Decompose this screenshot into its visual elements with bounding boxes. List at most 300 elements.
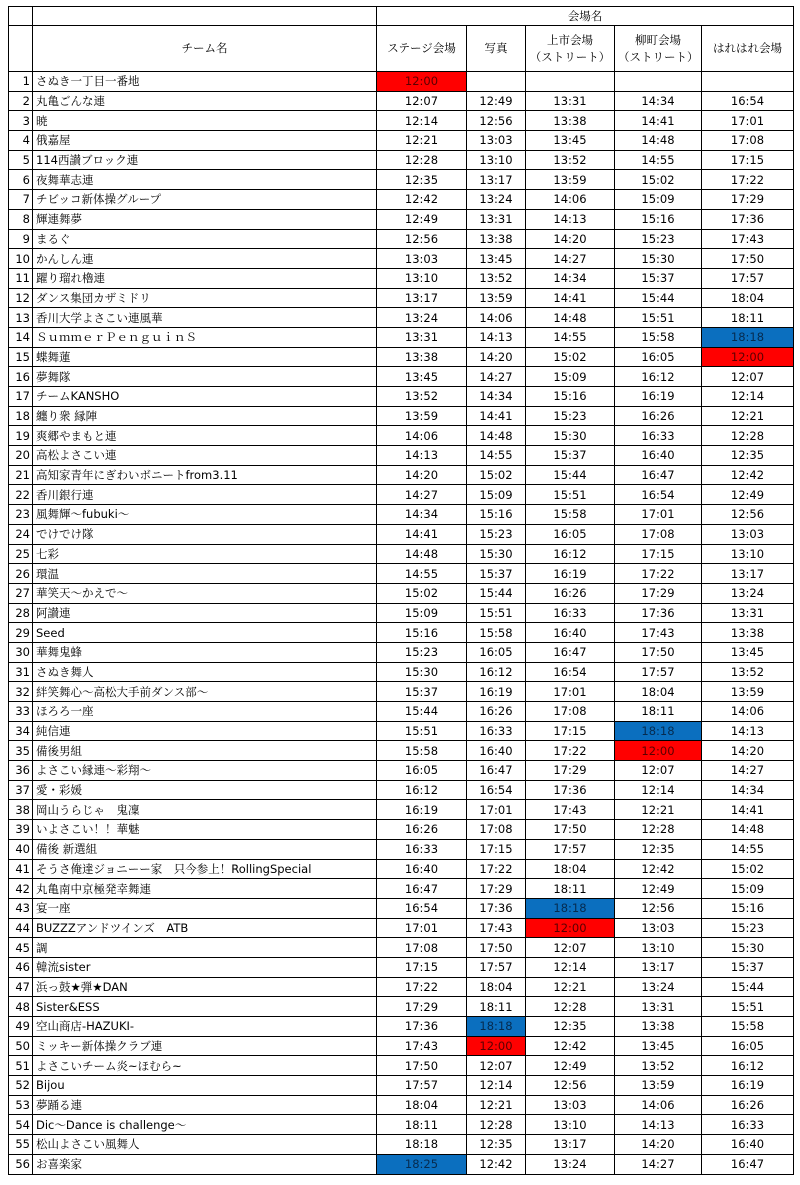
table-row: [9, 603, 794, 623]
time-cell-stage: 13:59: [377, 406, 467, 426]
row-number: 45: [9, 938, 33, 958]
time-cell-stage: 18:18: [377, 1135, 467, 1155]
time-cell-stage: 15:51: [377, 721, 467, 741]
time-cell-photo: 14:48: [467, 426, 526, 446]
row-number: 16: [9, 367, 33, 387]
time-cell-harehare: 13:10: [702, 544, 794, 564]
venue-header-line1: 柳町会場: [635, 32, 681, 47]
time-cell-yanagimachi: 17:15: [615, 544, 702, 564]
time-cell-stage: 17:57: [377, 1076, 467, 1096]
team-name-cell: 愛・彩媛: [33, 780, 377, 800]
team-name-cell: 高知家青年にぎわいボニートfrom3.11: [33, 465, 377, 485]
time-cell-harehare: 13:24: [702, 583, 794, 603]
time-cell-yanagimachi: 15:23: [615, 229, 702, 249]
time-cell-stage: 13:38: [377, 347, 467, 367]
time-cell-kamiichi: 17:43: [526, 800, 615, 820]
time-cell-stage: 15:02: [377, 583, 467, 603]
time-cell-kamiichi: 13:31: [526, 91, 615, 111]
time-cell-kamiichi: 16:54: [526, 662, 615, 682]
time-cell-stage: 15:37: [377, 682, 467, 702]
team-name-cell: 環温: [33, 564, 377, 584]
time-cell-harehare: 12:28: [702, 426, 794, 446]
time-cell-kamiichi: 14:20: [526, 229, 615, 249]
corner-cell-2: [9, 26, 33, 72]
venue-group-header: 会場名: [377, 7, 794, 26]
time-cell-yanagimachi: 16:54: [615, 485, 702, 505]
time-cell-yanagimachi: 16:12: [615, 367, 702, 387]
row-number: 47: [9, 977, 33, 997]
table-row: [9, 702, 794, 722]
time-cell-harehare: 15:44: [702, 977, 794, 997]
time-cell-kamiichi: 13:59: [526, 170, 615, 190]
time-cell-photo: 17:15: [467, 839, 526, 859]
table-row: [9, 642, 794, 662]
row-number: 12: [9, 288, 33, 308]
row-number: 25: [9, 544, 33, 564]
time-cell-kamiichi: 12:49: [526, 1056, 615, 1076]
row-number: 17: [9, 387, 33, 407]
time-cell-stage: 13:24: [377, 308, 467, 328]
time-cell-yanagimachi: 17:57: [615, 662, 702, 682]
table-row: [9, 505, 794, 525]
team-name-cell: よさこい縁連〜彩翔〜: [33, 761, 377, 781]
time-cell-stage: 14:55: [377, 564, 467, 584]
table-row: [9, 623, 794, 643]
time-cell-photo: 17:01: [467, 800, 526, 820]
time-cell-photo: 14:13: [467, 327, 526, 347]
table-row: [9, 800, 794, 820]
time-cell-yanagimachi: 16:47: [615, 465, 702, 485]
time-cell-harehare: 14:48: [702, 820, 794, 840]
time-cell-stage: 12:35: [377, 170, 467, 190]
time-cell-yanagimachi: 12:35: [615, 839, 702, 859]
time-cell-photo: 16:05: [467, 642, 526, 662]
table-row: [9, 839, 794, 859]
team-name-cell: 絆笑舞心〜高松大手前ダンス部〜: [33, 682, 377, 702]
team-name-cell: お喜楽家: [33, 1154, 377, 1174]
table-row: [9, 721, 794, 741]
time-cell-harehare: 15:02: [702, 859, 794, 879]
row-number: 46: [9, 957, 33, 977]
time-cell-stage: 16:33: [377, 839, 467, 859]
team-name-cell: チームKANSHO: [33, 387, 377, 407]
time-cell-kamiichi: 13:10: [526, 1115, 615, 1135]
time-cell-photo: 13:59: [467, 288, 526, 308]
team-name-cell: 七彩: [33, 544, 377, 564]
table-row: [9, 131, 794, 151]
venue-header-photo: [467, 26, 526, 72]
time-cell-photo: 15:09: [467, 485, 526, 505]
time-cell-photo: 14:20: [467, 347, 526, 367]
time-cell-stage: 17:29: [377, 997, 467, 1017]
time-cell-photo: 13:24: [467, 190, 526, 210]
team-name-cell: ダンス集団カザミドリ: [33, 288, 377, 308]
time-cell-kamiichi: 14:48: [526, 308, 615, 328]
table-row: [9, 938, 794, 958]
time-cell-stage: 15:09: [377, 603, 467, 623]
schedule-table: [8, 6, 794, 1175]
time-cell-photo: 15:51: [467, 603, 526, 623]
team-name-cell: 風舞輝〜fubuki〜: [33, 505, 377, 525]
header-row-2: [9, 26, 794, 72]
time-cell-stage: 14:41: [377, 524, 467, 544]
time-cell-harehare: 17:57: [702, 268, 794, 288]
time-cell-yanagimachi: 12:00: [615, 741, 702, 761]
time-cell-photo: 14:06: [467, 308, 526, 328]
time-cell-yanagimachi: 14:06: [615, 1095, 702, 1115]
time-cell-photo: 17:57: [467, 957, 526, 977]
venue-header-yanagimachi: [615, 26, 702, 72]
table-row: [9, 682, 794, 702]
venue-header-line1: ステージ会場: [387, 41, 456, 55]
venue-header-line1: 写真: [484, 41, 508, 55]
time-cell-photo: 18:18: [467, 1017, 526, 1037]
time-cell-stage: 12:28: [377, 150, 467, 170]
time-cell-harehare: 12:21: [702, 406, 794, 426]
time-cell-yanagimachi: 17:22: [615, 564, 702, 584]
table-row: [9, 662, 794, 682]
row-number: 4: [9, 131, 33, 151]
time-cell-photo: 13:03: [467, 131, 526, 151]
time-cell-kamiichi: 13:52: [526, 150, 615, 170]
time-cell-kamiichi: 12:07: [526, 938, 615, 958]
time-cell-stage: 16:47: [377, 879, 467, 899]
row-number: 27: [9, 583, 33, 603]
time-cell-kamiichi: 13:03: [526, 1095, 615, 1115]
team-name-cell: 爽郷やまもと連: [33, 426, 377, 446]
time-cell-photo: 16:54: [467, 780, 526, 800]
time-cell-kamiichi: 12:35: [526, 1017, 615, 1037]
time-cell-stage: 15:44: [377, 702, 467, 722]
row-number: 36: [9, 761, 33, 781]
time-cell-photo: 16:40: [467, 741, 526, 761]
time-cell-kamiichi: 13:45: [526, 131, 615, 151]
table-row: [9, 249, 794, 269]
table-row: [9, 308, 794, 328]
time-cell-photo: 15:44: [467, 583, 526, 603]
row-number: 1: [9, 72, 33, 92]
row-number: 10: [9, 249, 33, 269]
table-row: [9, 1017, 794, 1037]
time-cell-stage: 12:07: [377, 91, 467, 111]
table-row: [9, 1036, 794, 1056]
time-cell-stage: 12:00: [377, 72, 467, 92]
team-name-cell: 蝶舞蓮: [33, 347, 377, 367]
row-number: 19: [9, 426, 33, 446]
table-row: [9, 465, 794, 485]
time-cell-photo: 15:30: [467, 544, 526, 564]
table-row: [9, 544, 794, 564]
time-cell-yanagimachi: 12:07: [615, 761, 702, 781]
row-number: 18: [9, 406, 33, 426]
time-cell-photo: 16:19: [467, 682, 526, 702]
time-cell-stage: 18:25: [377, 1154, 467, 1174]
time-cell-harehare: 18:11: [702, 308, 794, 328]
table-row: [9, 820, 794, 840]
time-cell-harehare: 16:33: [702, 1115, 794, 1135]
team-name-cell: 香川銀行連: [33, 485, 377, 505]
team-name-cell: 高松よさこい連: [33, 446, 377, 466]
team-name-cell: Sister&ESS: [33, 997, 377, 1017]
time-cell-yanagimachi: 12:49: [615, 879, 702, 899]
table-row: [9, 327, 794, 347]
table-row: [9, 741, 794, 761]
time-cell-harehare: 15:23: [702, 918, 794, 938]
table-row: [9, 997, 794, 1017]
time-cell-kamiichi: 16:05: [526, 524, 615, 544]
time-cell-yanagimachi: 16:05: [615, 347, 702, 367]
row-number: 44: [9, 918, 33, 938]
row-number: 5: [9, 150, 33, 170]
time-cell-stage: 18:04: [377, 1095, 467, 1115]
time-cell-harehare: 15:51: [702, 997, 794, 1017]
team-name-cell: 俄嘉屋: [33, 131, 377, 151]
row-number: 21: [9, 465, 33, 485]
time-cell-photo: [467, 72, 526, 92]
time-cell-photo: 14:34: [467, 387, 526, 407]
team-name-cell: 夢踊る連: [33, 1095, 377, 1115]
time-cell-photo: 16:33: [467, 721, 526, 741]
time-cell-photo: 13:10: [467, 150, 526, 170]
time-cell-stage: 16:40: [377, 859, 467, 879]
row-number: 26: [9, 564, 33, 584]
table-row: [9, 288, 794, 308]
time-cell-kamiichi: 14:34: [526, 268, 615, 288]
table-row: [9, 977, 794, 997]
row-number: 35: [9, 741, 33, 761]
time-cell-harehare: 12:00: [702, 347, 794, 367]
time-cell-photo: 15:58: [467, 623, 526, 643]
time-cell-harehare: 14:06: [702, 702, 794, 722]
team-name-cell: 空山商店-HAZUKI-: [33, 1017, 377, 1037]
team-name-header: チーム名: [33, 26, 377, 72]
time-cell-yanagimachi: 14:13: [615, 1115, 702, 1135]
row-number: 42: [9, 879, 33, 899]
table-row: [9, 91, 794, 111]
time-cell-stage: 15:16: [377, 623, 467, 643]
time-cell-photo: 17:36: [467, 898, 526, 918]
time-cell-kamiichi: 12:56: [526, 1076, 615, 1096]
time-cell-stage: 16:26: [377, 820, 467, 840]
time-cell-harehare: 14:13: [702, 721, 794, 741]
time-cell-kamiichi: 16:33: [526, 603, 615, 623]
venue-header-stage: [377, 26, 467, 72]
table-row: [9, 1056, 794, 1076]
time-cell-photo: 12:14: [467, 1076, 526, 1096]
time-cell-yanagimachi: [615, 72, 702, 92]
row-number: 51: [9, 1056, 33, 1076]
time-cell-harehare: 14:34: [702, 780, 794, 800]
time-cell-yanagimachi: 14:34: [615, 91, 702, 111]
time-cell-harehare: 17:01: [702, 111, 794, 131]
time-cell-harehare: [702, 72, 794, 92]
team-name-cell: BUZZZアンドツインズ ATB: [33, 918, 377, 938]
time-cell-stage: 17:43: [377, 1036, 467, 1056]
time-cell-harehare: 14:41: [702, 800, 794, 820]
row-number: 33: [9, 702, 33, 722]
table-row: [9, 780, 794, 800]
team-name-cell: 純信連: [33, 721, 377, 741]
time-cell-harehare: 13:52: [702, 662, 794, 682]
time-cell-stage: 14:48: [377, 544, 467, 564]
row-number: 13: [9, 308, 33, 328]
time-cell-yanagimachi: 13:52: [615, 1056, 702, 1076]
team-name-cell: よさこいチーム炎~ほむら~: [33, 1056, 377, 1076]
table-row: [9, 111, 794, 131]
row-number: 37: [9, 780, 33, 800]
time-cell-yanagimachi: 18:11: [615, 702, 702, 722]
time-cell-kamiichi: 16:26: [526, 583, 615, 603]
time-cell-photo: 12:49: [467, 91, 526, 111]
time-cell-harehare: 14:55: [702, 839, 794, 859]
table-row: [9, 879, 794, 899]
time-cell-kamiichi: 15:02: [526, 347, 615, 367]
time-cell-harehare: 12:35: [702, 446, 794, 466]
time-cell-stage: 14:20: [377, 465, 467, 485]
time-cell-harehare: 14:20: [702, 741, 794, 761]
time-cell-yanagimachi: 13:38: [615, 1017, 702, 1037]
time-cell-stage: 14:13: [377, 446, 467, 466]
time-cell-photo: 12:42: [467, 1154, 526, 1174]
time-cell-stage: 12:49: [377, 209, 467, 229]
team-name-cell: 浜っ鼓★弾★DAN: [33, 977, 377, 997]
row-number: 6: [9, 170, 33, 190]
time-cell-yanagimachi: 12:14: [615, 780, 702, 800]
time-cell-harehare: 16:12: [702, 1056, 794, 1076]
team-name-cell: 丸亀南中京極発幸舞連: [33, 879, 377, 899]
table-row: [9, 387, 794, 407]
team-name-cell: まるぐ: [33, 229, 377, 249]
team-name-cell: さぬき一丁目一番地: [33, 72, 377, 92]
time-cell-photo: 12:35: [467, 1135, 526, 1155]
table-row: [9, 918, 794, 938]
time-cell-harehare: 13:38: [702, 623, 794, 643]
time-cell-harehare: 13:31: [702, 603, 794, 623]
time-cell-stage: 17:15: [377, 957, 467, 977]
row-number: 34: [9, 721, 33, 741]
time-cell-photo: 16:12: [467, 662, 526, 682]
time-cell-photo: 13:38: [467, 229, 526, 249]
time-cell-photo: 14:27: [467, 367, 526, 387]
team-name-cell: 暁: [33, 111, 377, 131]
table-row: [9, 229, 794, 249]
time-cell-photo: 17:50: [467, 938, 526, 958]
time-cell-kamiichi: 14:06: [526, 190, 615, 210]
time-cell-harehare: 17:08: [702, 131, 794, 151]
header-row-1: [9, 7, 794, 26]
row-number: 32: [9, 682, 33, 702]
time-cell-stage: 12:56: [377, 229, 467, 249]
time-cell-stage: 13:03: [377, 249, 467, 269]
time-cell-yanagimachi: 15:37: [615, 268, 702, 288]
team-name-cell: さぬき舞人: [33, 662, 377, 682]
time-cell-stage: 13:10: [377, 268, 467, 288]
row-number: 55: [9, 1135, 33, 1155]
time-cell-yanagimachi: 15:30: [615, 249, 702, 269]
time-cell-harehare: 15:09: [702, 879, 794, 899]
time-cell-kamiichi: 15:09: [526, 367, 615, 387]
row-number: 23: [9, 505, 33, 525]
time-cell-harehare: 16:05: [702, 1036, 794, 1056]
row-number: 9: [9, 229, 33, 249]
time-cell-kamiichi: 16:12: [526, 544, 615, 564]
time-cell-stage: 14:06: [377, 426, 467, 446]
team-name-cell: 夜舞華志連: [33, 170, 377, 190]
team-name-cell: 躍り瑠れ櫓連: [33, 268, 377, 288]
venue-header-harehare: [702, 26, 794, 72]
team-name-cell: 丸亀ごんな連: [33, 91, 377, 111]
team-name-cell: そうさ俺達ジョニーー家 只今参上！RollingSpecial: [33, 859, 377, 879]
venue-header-line2: （ストリート）: [618, 49, 699, 64]
time-cell-stage: 14:34: [377, 505, 467, 525]
time-cell-yanagimachi: 14:27: [615, 1154, 702, 1174]
time-cell-stage: 18:11: [377, 1115, 467, 1135]
time-cell-yanagimachi: 18:04: [615, 682, 702, 702]
time-cell-harehare: 17:36: [702, 209, 794, 229]
table-row: [9, 209, 794, 229]
time-cell-photo: 16:26: [467, 702, 526, 722]
table-row: [9, 1135, 794, 1155]
time-cell-yanagimachi: 14:20: [615, 1135, 702, 1155]
time-cell-kamiichi: 17:29: [526, 761, 615, 781]
row-number: 30: [9, 642, 33, 662]
table-row: [9, 524, 794, 544]
table-row: [9, 72, 794, 92]
time-cell-harehare: 14:27: [702, 761, 794, 781]
time-cell-photo: 17:43: [467, 918, 526, 938]
row-number: 40: [9, 839, 33, 859]
time-cell-stage: 15:23: [377, 642, 467, 662]
time-cell-harehare: 13:45: [702, 642, 794, 662]
time-cell-kamiichi: 14:55: [526, 327, 615, 347]
time-cell-stage: 12:14: [377, 111, 467, 131]
venue-header-kamiichi: [526, 26, 615, 72]
table-row: [9, 1095, 794, 1115]
team-name-cell: Dic〜Dance is challenge〜: [33, 1115, 377, 1135]
time-cell-harehare: 12:49: [702, 485, 794, 505]
time-cell-kamiichi: 12:28: [526, 997, 615, 1017]
time-cell-yanagimachi: 16:19: [615, 387, 702, 407]
time-cell-photo: 17:22: [467, 859, 526, 879]
row-number: 7: [9, 190, 33, 210]
time-cell-kamiichi: 15:51: [526, 485, 615, 505]
time-cell-yanagimachi: 13:31: [615, 997, 702, 1017]
venue-header-line1: はれはれ会場: [713, 41, 782, 55]
team-name-cell: 備後男組: [33, 741, 377, 761]
time-cell-photo: 12:07: [467, 1056, 526, 1076]
time-cell-kamiichi: 14:27: [526, 249, 615, 269]
blank-header-cell: [33, 7, 377, 26]
time-cell-kamiichi: 14:41: [526, 288, 615, 308]
row-number: 39: [9, 820, 33, 840]
row-number: 28: [9, 603, 33, 623]
row-number: 3: [9, 111, 33, 131]
time-cell-kamiichi: 13:17: [526, 1135, 615, 1155]
time-cell-yanagimachi: 17:50: [615, 642, 702, 662]
time-cell-yanagimachi: 17:08: [615, 524, 702, 544]
time-cell-photo: 18:11: [467, 997, 526, 1017]
row-number: 31: [9, 662, 33, 682]
time-cell-photo: 15:23: [467, 524, 526, 544]
team-name-cell: 華舞鬼蜂: [33, 642, 377, 662]
time-cell-kamiichi: 12:42: [526, 1036, 615, 1056]
time-cell-harehare: 13:59: [702, 682, 794, 702]
time-cell-harehare: 17:22: [702, 170, 794, 190]
time-cell-stage: 13:17: [377, 288, 467, 308]
time-cell-photo: 13:31: [467, 209, 526, 229]
time-cell-yanagimachi: 13:59: [615, 1076, 702, 1096]
row-number: 53: [9, 1095, 33, 1115]
